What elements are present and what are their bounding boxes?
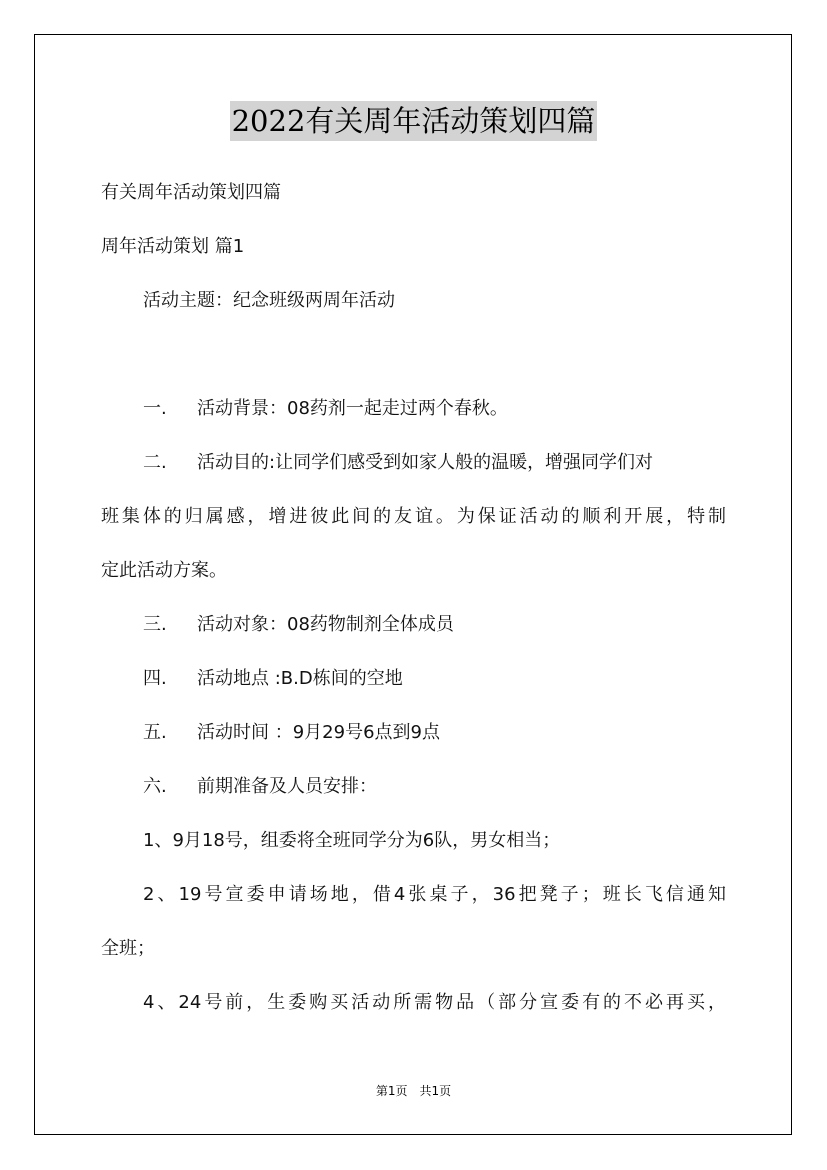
item-number: 四. [143,668,167,689]
item-background [0,398,827,420]
section-heading: 周年活动策划 篇1 [101,236,245,257]
page-footer: 第1页 共1页 [375,1084,452,1098]
item-text: 活动地点 :B.D栋间的空地 [197,668,403,689]
item-time [0,722,827,744]
paragraph-line: 班集体的归属感，增进彼此间的友谊。为保证活动的顺利开展，特制 [101,506,726,527]
item-target [0,614,827,636]
item-text: 活动时间 ：9月29号6点到9点 [197,722,440,743]
subtitle: 有关周年活动策划四篇 [101,182,281,203]
paragraph-line: 全班； [101,938,155,959]
item-preparation [0,776,827,798]
step-2: 2、19号宣委申请场地，借4张桌子，36把凳子；班长飞信通知 [143,884,726,905]
item-number: 六. [143,776,167,797]
item-purpose [0,452,827,474]
step-4: 4、24号前，生委购买活动所需物品（部分宣委有的不必再买， [143,992,726,1013]
item-number: 二. [143,452,167,473]
item-text: 前期准备及人员安排： [197,776,377,797]
item-number: 一. [143,398,167,419]
step-1: 1、9月18号，组委将全班同学分为6队，男女相当； [143,830,561,851]
item-place [0,668,827,690]
item-number: 三. [143,614,167,635]
item-text: 活动背景：08药剂一起走过两个春秋。 [197,398,508,419]
paragraph-line: 定此活动方案。 [101,560,227,581]
theme-line: 活动主题：纪念班级两周年活动 [143,290,395,311]
item-number: 五. [143,722,167,743]
document-title: 2022有关周年活动策划四篇 [230,101,598,141]
document-title-wrap [0,101,827,141]
item-text: 活动对象：08药物制剂全体成员 [197,614,454,635]
item-text: 活动目的:让同学们感受到如家人般的温暖，增强同学们对 [197,452,654,473]
